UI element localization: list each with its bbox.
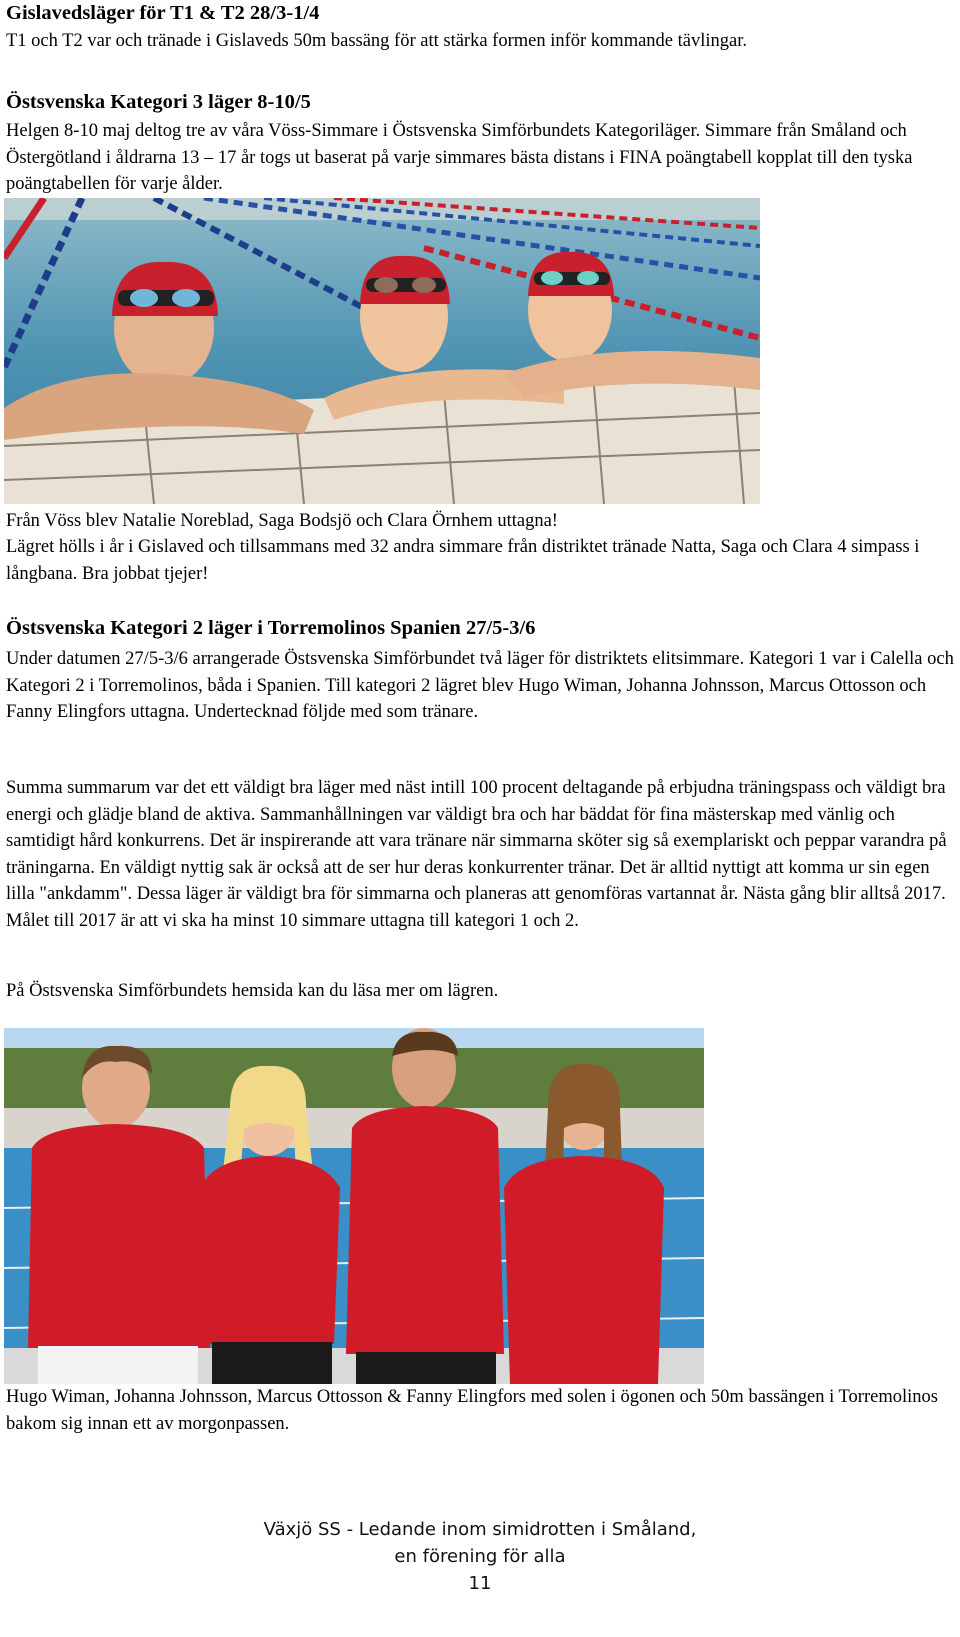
caption-kategori-2: Hugo Wiman, Johanna Johnsson, Marcus Ottosson & Fanny Elingfors med solen i ögonen och 50m bassängen i Torremolinos bakom sig innan ett av morgonpassen. [6, 1387, 938, 1434]
heading-kategori-3: Östsvenska Kategori 3 läger 8-10/5 [6, 91, 311, 113]
footer-line-1: Växjö SS - Ledande inom simidrotten i Småland, [263, 1519, 697, 1540]
paragraph-kategori-3: Helgen 8-10 maj deltog tre av våra Vöss-Simmare i Östsvenska Simförbundets Kategoriläger. Simmare från Småland och Östergötland i åldrarna 13 – 17 år togs ut baserat på varje simmares bästa distans i FINA poängtabell kopplat till den tyska poängtabellen för varje ålder. [6, 121, 913, 194]
page-number: 11 [468, 1573, 492, 1594]
paragraph-kategori-2-link: På Östsvenska Simförbundets hemsida kan du läsa mer om lägren. [6, 981, 499, 1001]
paragraph-kategori-2-summary: Summa summarum var det ett väldigt bra läger med näst intill 100 procent deltagande på erbjudna träningspass och väldigt bra energi och glädje bland de aktiva. Sammanhållningen var väldigt bra och har bäddat för fina mästerskap med vänlig och samtidigt hård konkurrens. Det är inspirerande att vara tränare när simmarna sköter sig så exemplariskt och peppar varandra på träningarna. En väldigt nyttig sak är också att de ser hur deras konkurrenter tränar. Det är alltid nyttigt att komma ur sin egen lilla "ankdamm". Dessa läger är väldigt bra för simmarna och planeras att genomföras vartannat år. Nästa gång blir alltså 2017. Målet till 2017 är att vi ska ha minst 10 simmare uttagna till kategori 1 och 2. [6, 778, 947, 931]
footer-line-2: en förening för alla [394, 1546, 566, 1567]
photo-four-swimmers [4, 1028, 704, 1384]
heading-kategori-2: Östsvenska Kategori 2 läger i Torremolinos Spanien 27/5-3/6 [6, 617, 536, 639]
paragraph-kategori-2-intro: Under datumen 27/5-3/6 arrangerade Östsvenska Simförbundet två läger för distriktets elitsimmare. Kategori 1 var i Calella och Kategori 2 i Torremolinos, båda i Spanien. Till kategori 2 lägret blev Hugo Wiman, Johanna Johnsson, Marcus Ottosson och Fanny Elingfors uttagna. Undertecknad följde med som tränare. [6, 649, 954, 722]
paragraph-gislaved: T1 och T2 var och tränade i Gislaveds 50m bassäng för att stärka formen inför kommande tävlingar. [6, 31, 747, 51]
photo-three-swimmers [4, 198, 760, 504]
heading-gislaved: Gislavedsläger för T1 & T2 28/3-1/4 [6, 2, 320, 24]
caption-kategori-3-line-2: Lägret hölls i år i Gislaved och tillsammans med 32 andra simmare från distriktet tränade Natta, Saga och Clara 4 simpass i långbana. Bra jobbat tjejer! [6, 537, 920, 584]
caption-kategori-3-line-1: Från Vöss blev Natalie Noreblad, Saga Bodsjö och Clara Örnhem uttagna! [6, 511, 558, 531]
